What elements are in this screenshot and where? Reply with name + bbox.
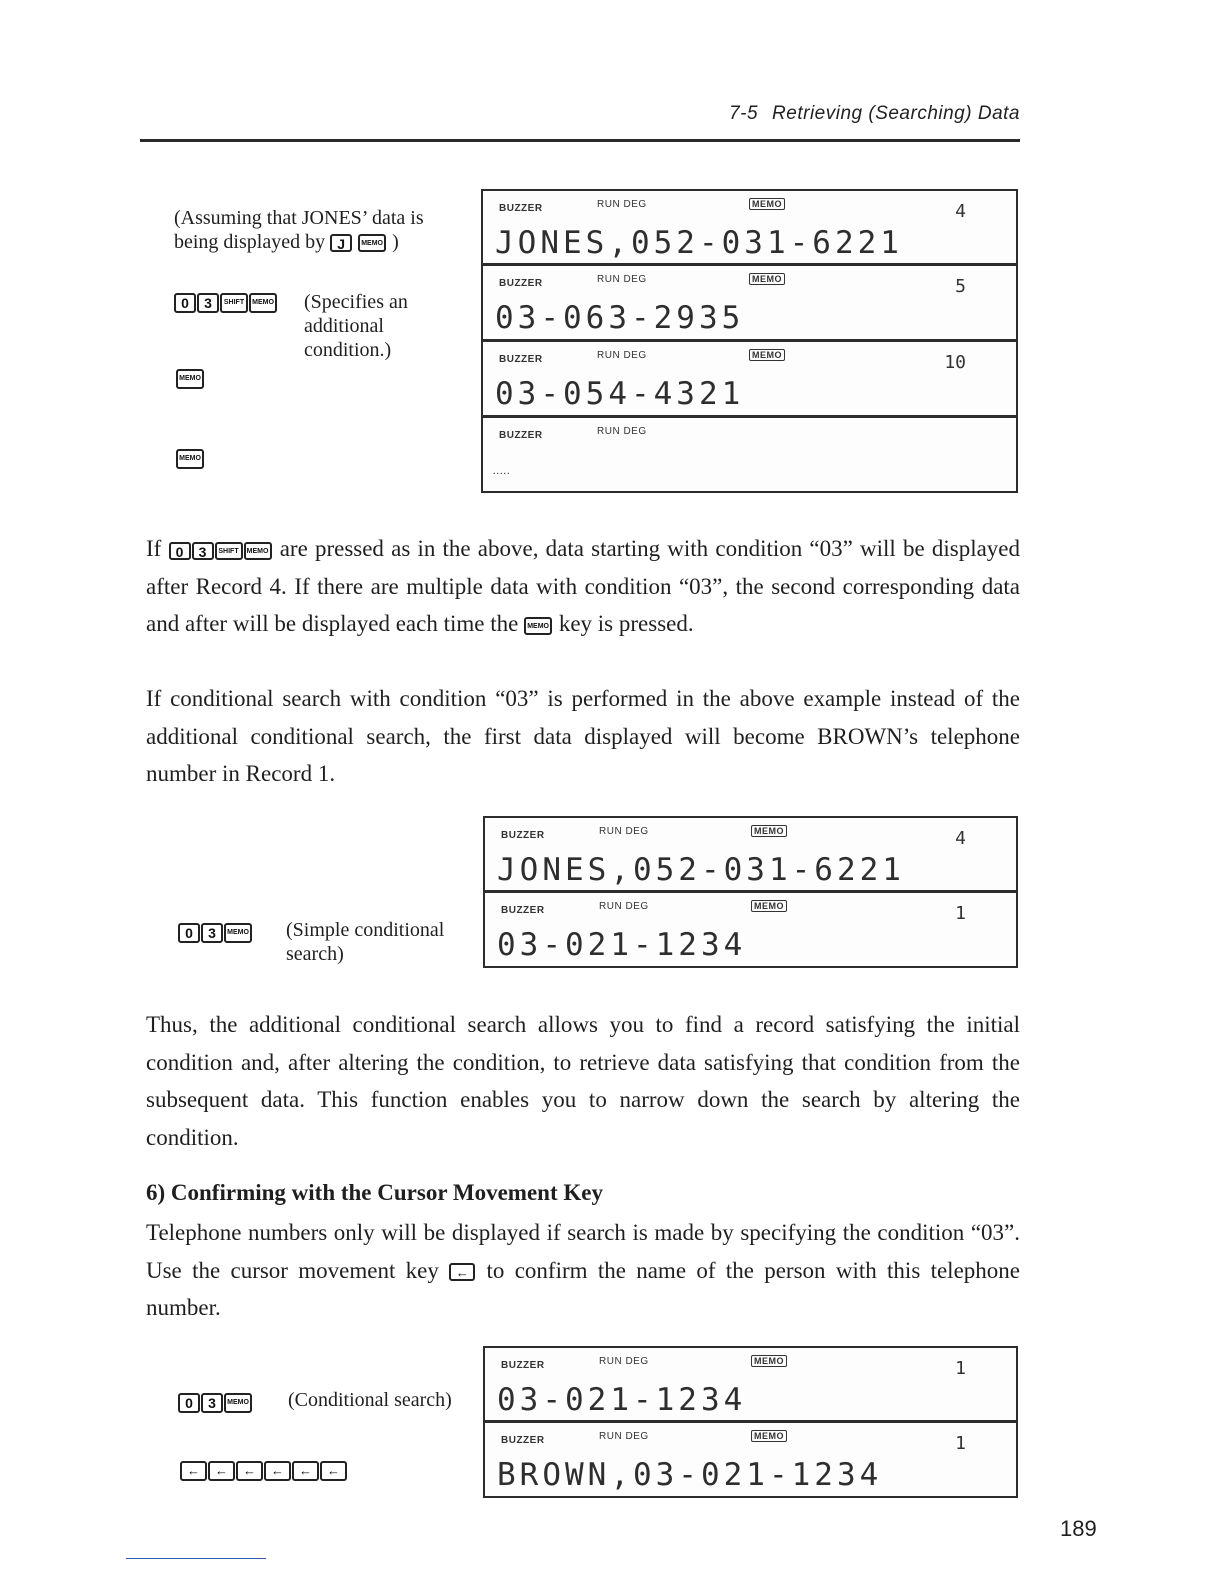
lcd-text: BROWN,03-021-1234 [497,1457,883,1493]
lcd-display [481,189,1018,265]
lcd-text: 03-021-1234 [497,1382,747,1418]
fig2-lcd-stack [483,816,1018,968]
zero-key-icon: 0 [178,923,200,943]
record-number: 1 [955,1358,966,1379]
paragraph-conditional-comparison: If conditional search with condition “03” is performed in the above example instead of the additional conditional search, the first data displayed will become BROWN’s telephone number in Record 1. [146,686,1020,786]
memo-indicator: MEMO [751,1430,787,1442]
buzzer-indicator: BUZZER [501,830,545,841]
run-deg-indicator: RUN DEG [597,350,647,361]
memo-key-icon: MEMO [224,1393,252,1413]
record-number: 4 [955,828,966,849]
buzzer-indicator: BUZZER [501,1360,545,1371]
fig3-keys [178,1390,253,1414]
j-key-icon: J [330,234,352,252]
buzzer-indicator: BUZZER [499,278,543,289]
memo-indicator: MEMO [751,1355,787,1367]
memo-key-icon: MEMO [358,234,386,252]
memo-key-icon: MEMO [176,449,204,469]
lcd-display [483,892,1018,968]
lcd-display [483,1422,1018,1498]
lcd-text: JONES,052-031-6221 [497,852,905,888]
buzzer-indicator: BUZZER [499,354,543,365]
fig1-assume-note: (Assuming that JONES’ data is being displayed by J MEMO ) [174,207,424,253]
key-sequence [169,536,273,561]
section-number: 7-5 [729,103,759,124]
footer-rule [126,1558,266,1559]
fig1-lcd-stack [481,189,1018,493]
lcd-text: 03-021-1234 [497,927,747,963]
memo-key-icon: MEMO [249,293,277,313]
left-arrow-key-icon: ← [236,1461,263,1481]
lcd-display [481,341,1018,417]
memo-indicator: MEMO [751,825,787,837]
fig3-step2 [180,1458,348,1482]
memo-indicator: MEMO [749,198,785,210]
lcd-text: 03-063-2935 [495,300,745,336]
buzzer-indicator: BUZZER [501,905,545,916]
fig1-step4 [176,446,205,470]
fig1-step3 [176,366,205,390]
memo-key-icon: MEMO [224,923,252,943]
fig3-lcd-stack [483,1346,1018,1498]
section-title: Retrieving (Searching) Data [772,103,1020,124]
three-key-icon: 3 [201,923,223,943]
memo-indicator: MEMO [751,900,787,912]
buzzer-indicator: BUZZER [501,1435,545,1446]
paragraph-summary: Thus, the additional conditional search allows you to find a record satisfying the initial condition and, after altering the condition, to retrieve data satisfying that condition from the subsequent data. This function enables you to narrow down the search by altering the condition. [146,1012,1020,1150]
fig2-keys [178,920,253,944]
page-number: 189 [1060,1516,1097,1541]
three-key-icon: 3 [197,293,219,313]
run-deg-indicator: RUN DEG [599,1431,649,1442]
three-key-icon: 3 [201,1393,223,1413]
left-arrow-key-icon: ← [264,1461,291,1481]
run-deg-indicator: RUN DEG [597,426,647,437]
zero-key-icon: 0 [174,293,196,313]
run-deg-indicator: RUN DEG [597,274,647,285]
section-heading: 6) Confirming with the Cursor Movement Key [146,1180,603,1205]
lcd-display [481,417,1018,493]
record-number: 1 [955,903,966,924]
memo-key-icon: MEMO [176,369,204,389]
left-arrow-key-icon: ← [208,1461,235,1481]
memo-key-icon: MEMO [244,542,272,560]
record-number: 10 [944,352,966,373]
shift-key-icon: SHIFT [220,293,248,313]
record-number: 5 [955,276,966,297]
three-key-icon: 3 [192,542,214,560]
memo-indicator: MEMO [749,349,785,361]
paragraph-additional-search: If 0 3 SHIFT MEMO are pressed as in the above, data starting with condition “03” will be displayed after Record 4. If there are multiple data with condition “03”, the second corresponding data and after will be displayed each time the MEMO key is pressed. [146,536,1021,636]
buzzer-indicator: BUZZER [499,430,543,441]
fig3-caption: (Conditional search) [288,1389,452,1411]
lcd-display [483,816,1018,892]
run-deg-indicator: RUN DEG [599,901,649,912]
buzzer-indicator: BUZZER [499,203,543,214]
memo-indicator: MEMO [749,273,785,285]
left-arrow-key-icon: ← [449,1263,475,1281]
run-deg-indicator: RUN DEG [597,199,647,210]
zero-key-icon: 0 [169,542,191,560]
fig2-caption: (Simple conditional search) [286,919,445,965]
left-arrow-key-icon: ← [292,1461,319,1481]
fig1-step2-caption: (Specifies an additional condition.) [304,291,408,361]
lcd-text: JONES,052-031-6221 [495,225,903,261]
header-rule [140,139,1020,142]
left-arrow-key-icon: ← [180,1461,207,1481]
run-deg-indicator: RUN DEG [599,1356,649,1367]
paragraph-cursor-key: Telephone numbers only will be displayed if search is made by specifying the condition “03”. Use the cursor movement key ← to confirm the name of the person with this telephone number. [146,1220,1020,1320]
lcd-text: 03-054-4321 [495,376,745,412]
run-deg-indicator: RUN DEG [599,826,649,837]
record-number: 4 [955,201,966,222]
memo-key-icon: MEMO [524,617,552,635]
record-number: 1 [955,1433,966,1454]
shift-key-icon: SHIFT [215,542,243,560]
lcd-display [481,265,1018,341]
lcd-display [483,1346,1018,1422]
left-arrow-key-icon: ← [320,1461,347,1481]
running-header [140,103,1020,125]
zero-key-icon: 0 [178,1393,200,1413]
lcd-cursor: ..... [493,466,511,477]
fig1-step2-keys [174,290,278,314]
